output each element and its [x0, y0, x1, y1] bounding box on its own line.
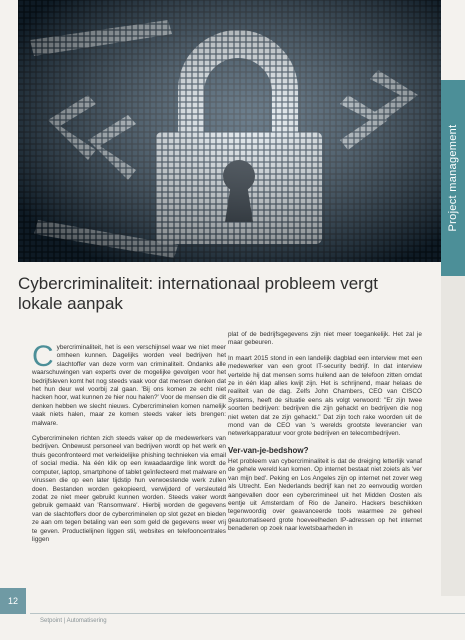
section-tab [441, 80, 465, 276]
paragraph: Cybercriminelen richten zich steeds vaker op de medewerkers van bedrijven. Onbewust personeel van bedrijven wordt op het werk en thuis geconfronteerd met verleidelijke phishing technieken via email of social media. Na één klik op een kwaadaardige link wordt de computer, laptop, smartphone of tablet geïnfecteerd met malware en virussen die op een later tijdstip hun verwoestende werk zullen doen. Bestanden worden gekopieerd, verwijderd of versleuteld zodat ze niet meer gebruikt kunnen worden. Steeds vaker wordt gebruik gemaakt van 'Ransomware'. Hierbij worden de gegevens van de slachtoffers door de cybercriminelen op slot gezet en bieden ze aan om tegen betaling van een som geld de gegevens weer vrij te geven. Productielijnen liggen stil, websites en telefooncentrales liggen [32, 435, 226, 543]
article-title: Cybercriminaliteit: internationaal probleem vergt lokale aanpak [18, 274, 378, 313]
section-tab-label: Project management [447, 124, 459, 232]
page-number: 12 [0, 588, 26, 614]
hero-image-padlock [18, 0, 441, 262]
paragraph: In maart 2015 stond in een landelijk dagblad een interview met een medewerker van een groot IT-security bedrijf. In dat interview vertelde hij dat mensen soms huilend aan de telefoon zitten omdat ze in één klap alles kwijt zijn. Het is schrijnend, maar helaas de realiteit van de dag. Zelfs John Chambers, CEO van CISCO Systems, heeft de situatie eens als volgt verwoord: "Er zijn twee soorten bedrijven: bedrijven die zijn gehackt en bedrijven die nog niet weten dat ze zijn gehackt." Dat zijn toch rake woorden uit de mond van de CEO van 's werelds grootste leverancier van netwerkapparatuur voor grote bedrijven en telecombedrijven. [228, 354, 422, 438]
paragraph: Het probleem van cybercriminaliteit is dat de dreiging letterlijk vanaf de gehele wereld kan komen. Op internet bestaat niet zoiets als 'ver van mijn bed'. Peking en Los Angeles zijn op internet net zover weg als Utrecht. Een Nederlands bedrijf kan net zo eenvoudig worden aangevallen door een cybercrimineel uit het Midden Oosten als eentje uit Amsterdam of Rio de Janeiro. Hackers beschikken tegenwoordig over geavanceerde tools waarmee ze geheel geautomatiseerd grote hoeveelheden IP-adressen op het internet benaderen op zoek naar kwetsbaarheden in [228, 457, 422, 533]
drop-cap: C [32, 340, 54, 373]
paragraph: plat of de bedrijfsgegevens zijn niet meer toegankelijk. Het zal je maar gebeuren. [228, 331, 422, 347]
article-column-right [228, 331, 422, 541]
paragraph-text: ybercriminaliteit, het is een verschijnsel waar we niet meer omheen kunnen. Dagelijks worden veel bedrijven het slachtoffer van deze vorm van criminaliteit. Ondanks alle waarschuwingen van experts over de mogelijke gevolgen voor het bedrijfsleven komt het nog steeds vaak voor dat mensen denken dat het hun deur wel voorbij zal gaan. 'Bij ons komen ze echt niet hacken hoor, wat kunnen ze hier nou halen?' Voor de mensen die dit denken hebben we slecht nieuws. Cybercriminelen komen namelijk vaak niets halen, maar ze komen steeds vaker iets brengen: malware. [32, 344, 226, 427]
subheading: Ver-van-je-bedshow? [228, 445, 309, 455]
article-column-left [32, 340, 226, 551]
footer-text: Setpoint | Automatisering [40, 618, 107, 624]
padlock-icon [18, 0, 441, 262]
paragraph [32, 340, 226, 428]
footer-divider [30, 613, 465, 614]
side-strip [441, 276, 465, 596]
